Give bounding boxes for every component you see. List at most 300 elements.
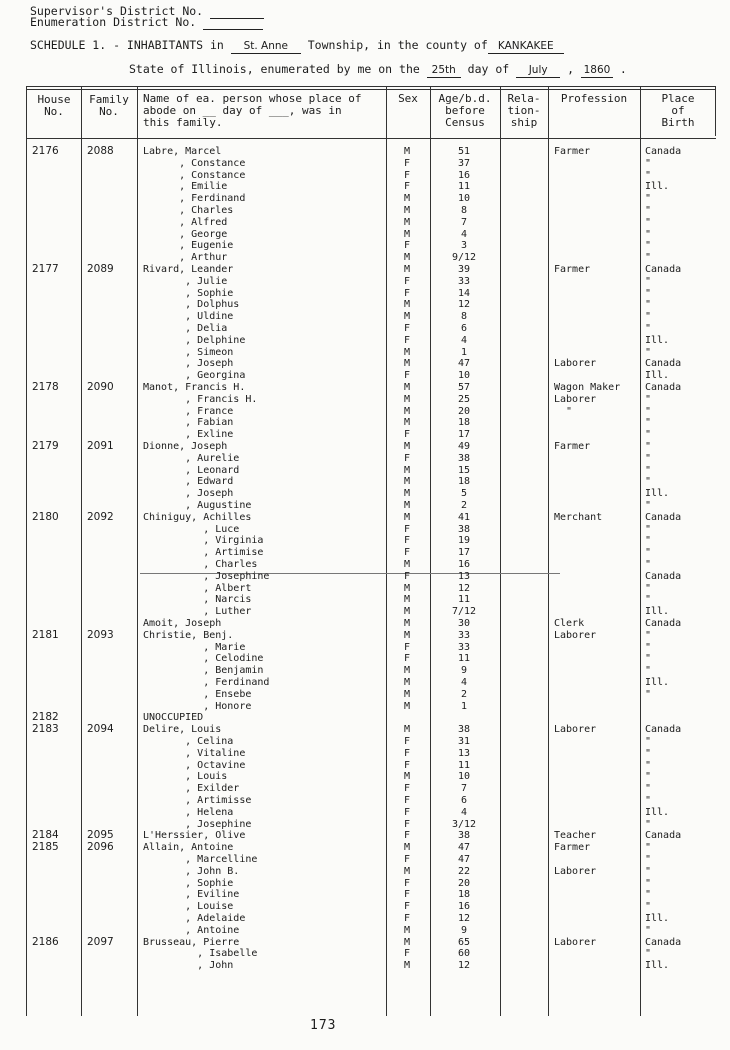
age-value: 7/12 <box>451 606 477 618</box>
birthplace-value: Canada <box>645 264 682 275</box>
person-name: , Artimisse <box>143 795 252 806</box>
table-row <box>0 559 730 571</box>
birthplace-value: Ill. <box>645 806 670 818</box>
person-name: , Adelaide <box>143 913 246 924</box>
birthplace-value: " <box>645 464 652 476</box>
table-row <box>0 465 730 477</box>
age-value: 18 <box>457 417 471 429</box>
birthplace-value: " <box>645 441 652 452</box>
age-value: 30 <box>457 618 471 629</box>
sex-value: M <box>403 771 411 783</box>
person-name: , Emilie <box>143 181 228 193</box>
birthplace-value: Ill. <box>645 181 670 193</box>
profession-value: Laborer <box>554 936 597 948</box>
table-row <box>0 701 730 713</box>
person-name: , Eugenie <box>143 240 234 252</box>
sex-value: M <box>403 393 411 405</box>
sex-value: M <box>403 382 411 393</box>
sex-value: M <box>403 842 411 854</box>
sex-value: M <box>403 865 411 877</box>
table-row <box>0 170 730 182</box>
township-value: St. Anne <box>231 40 301 54</box>
person-name: , Marcelline <box>143 854 258 865</box>
person-name: , Celodine <box>143 653 264 665</box>
person-name: , Constance <box>143 157 246 169</box>
age-value: 4 <box>460 806 468 818</box>
sex-value: F <box>403 570 411 582</box>
age-value: 1 <box>460 346 468 358</box>
birthplace-value: " <box>645 641 652 653</box>
house-number: 2181 <box>32 628 59 641</box>
table-row <box>0 524 730 536</box>
birthplace-value: Ill. <box>645 677 670 688</box>
birthplace-value: " <box>645 759 652 771</box>
age-value: 47 <box>457 358 471 370</box>
table-row <box>0 878 730 890</box>
table-row <box>0 358 730 370</box>
person-name: , Benjamin <box>143 665 264 677</box>
age-value: 12 <box>457 582 471 594</box>
profession-value: Farmer <box>554 146 591 157</box>
age-value: 18 <box>457 476 471 488</box>
person-name: L'Herssier, Olive <box>143 830 246 842</box>
age-value: 38 <box>457 724 471 736</box>
family-number: 2095 <box>87 829 114 842</box>
birthplace-value: Canada <box>645 618 682 629</box>
house-number: 2184 <box>32 829 59 842</box>
sex-value: F <box>403 157 411 169</box>
person-name: , Augustine <box>143 500 252 511</box>
table-row <box>0 299 730 311</box>
table-row <box>0 264 730 276</box>
person-name: , Ensebe <box>143 688 252 700</box>
profession-value: Teacher <box>554 830 597 842</box>
birthplace-value: " <box>645 157 652 169</box>
sex-value: F <box>403 370 411 382</box>
age-value: 6 <box>460 795 468 806</box>
birthplace-value: Ill. <box>645 913 670 924</box>
birthplace-value: Canada <box>645 570 682 582</box>
house-number: 2185 <box>32 841 59 854</box>
birthplace-value: " <box>645 500 652 511</box>
age-value: 9 <box>460 665 468 677</box>
birthplace-value: " <box>645 476 652 488</box>
age-value: 9 <box>460 924 468 936</box>
table-top-rule-2 <box>26 89 716 90</box>
person-name: , Artimise <box>143 547 264 559</box>
birthplace-value: Canada <box>645 358 682 370</box>
table-row <box>0 689 730 701</box>
table-row <box>0 276 730 288</box>
age-value: 39 <box>457 264 471 275</box>
sex-value: M <box>403 960 411 972</box>
profession-value: Laborer <box>554 393 597 405</box>
birthplace-value: " <box>645 629 652 641</box>
birthplace-value: " <box>645 216 652 228</box>
birthplace-value: " <box>645 311 652 323</box>
table-row <box>0 665 730 677</box>
age-value: 38 <box>457 452 471 464</box>
house-number: 2183 <box>32 723 59 736</box>
age-value: 49 <box>457 441 471 452</box>
birthplace-value: Ill. <box>645 370 670 382</box>
table-row <box>0 724 730 736</box>
house-number: 2182 <box>32 711 59 724</box>
sex-value: M <box>403 146 411 157</box>
birthplace-value: " <box>645 523 652 535</box>
age-value: 2 <box>460 688 468 700</box>
sex-value: F <box>403 818 411 830</box>
birthplace-value: " <box>645 452 652 464</box>
age-value: 51 <box>457 146 471 157</box>
age-value: 38 <box>457 830 471 842</box>
enumeration-district-label: Enumeration District No. <box>30 16 263 30</box>
person-name: , John B. <box>143 865 240 877</box>
age-value: 22 <box>457 865 471 877</box>
person-name: , Francis H. <box>143 393 258 405</box>
table-top-rule <box>26 86 716 87</box>
sex-value: F <box>403 641 411 653</box>
birthplace-value: " <box>645 842 652 854</box>
person-name: Allain, Antoine <box>143 842 234 854</box>
table-row <box>0 866 730 878</box>
sex-value: F <box>403 653 411 665</box>
sex-value: M <box>403 417 411 429</box>
sex-value: F <box>403 736 411 747</box>
person-name: , Sophie <box>143 877 234 889</box>
sex-value: F <box>403 795 411 806</box>
family-number: 2097 <box>87 935 114 948</box>
birthplace-value: " <box>645 865 652 877</box>
sex-value: M <box>403 216 411 228</box>
age-value: 4 <box>460 334 468 346</box>
page-number: 173 <box>310 1018 337 1033</box>
age-value: 8 <box>460 311 468 323</box>
birthplace-value: " <box>645 818 652 830</box>
sex-value: M <box>403 936 411 948</box>
table-row <box>0 240 730 252</box>
table-row <box>0 406 730 418</box>
schedule-line: SCHEDULE 1. - INHABITANTS in St. Anne Township, in the county of KANKAKEE <box>30 39 564 54</box>
age-value: 11 <box>457 181 471 193</box>
column-header-birthplace: Place of Birth <box>661 92 695 129</box>
table-row <box>0 193 730 205</box>
sex-value: F <box>403 323 411 334</box>
person-name: , Charles <box>143 559 258 570</box>
person-name: Manot, Francis H. <box>143 382 246 393</box>
sex-value: F <box>403 877 411 889</box>
sex-value: M <box>403 677 411 688</box>
age-value: 10 <box>457 370 471 382</box>
profession-value: Wagon Maker <box>554 382 621 393</box>
house-number: 2180 <box>32 510 59 523</box>
birthplace-value: " <box>645 889 652 901</box>
table-row <box>0 476 730 488</box>
age-value: 60 <box>457 948 471 960</box>
birthplace-value: " <box>645 877 652 889</box>
table-row <box>0 783 730 795</box>
age-value: 15 <box>457 464 471 476</box>
person-name: , Joseph <box>143 488 234 500</box>
table-row <box>0 217 730 229</box>
person-name: , Alfred <box>143 216 228 228</box>
person-name: , Leonard <box>143 464 240 476</box>
sex-value: M <box>403 665 411 677</box>
person-name: , Ferdinand <box>143 677 270 688</box>
profession-value: Laborer <box>554 358 597 370</box>
table-row <box>0 901 730 913</box>
age-value: 38 <box>457 523 471 535</box>
sex-value: F <box>403 913 411 924</box>
birthplace-value: " <box>645 429 652 441</box>
person-name: , Simeon <box>143 346 234 358</box>
birthplace-value: " <box>645 854 652 865</box>
table-row <box>0 535 730 547</box>
sex-value: F <box>403 535 411 547</box>
sex-value: F <box>403 889 411 901</box>
sex-value: F <box>403 806 411 818</box>
sex-value: F <box>403 901 411 913</box>
table-row <box>0 181 730 193</box>
age-value: 8 <box>460 205 468 216</box>
person-name: , Helena <box>143 806 234 818</box>
person-name: , Virginia <box>143 535 264 547</box>
sex-value: F <box>403 948 411 960</box>
birthplace-value: Canada <box>645 146 682 157</box>
house-number: 2177 <box>32 263 59 275</box>
person-name: , John <box>143 960 234 972</box>
birthplace-value: " <box>645 405 652 417</box>
birthplace-value: Canada <box>645 511 682 523</box>
age-value: 19 <box>457 535 471 547</box>
birthplace-value: " <box>645 346 652 358</box>
age-value: 13 <box>457 747 471 759</box>
table-row <box>0 630 730 642</box>
table-row <box>0 960 730 972</box>
birthplace-value: " <box>645 594 652 606</box>
family-number: 2093 <box>87 628 114 641</box>
sex-value: M <box>403 228 411 240</box>
birthplace-value: Canada <box>645 936 682 948</box>
age-value: 9/12 <box>451 252 477 264</box>
birthplace-value: " <box>645 771 652 783</box>
sex-value: F <box>403 429 411 441</box>
county-value: KANKAKEE <box>488 40 564 54</box>
year-value: 1860 <box>581 64 613 78</box>
person-name: , Exline <box>143 429 234 441</box>
age-value: 33 <box>457 641 471 653</box>
sex-value: M <box>403 559 411 570</box>
age-value: 14 <box>457 287 471 299</box>
person-name: , Honore <box>143 700 252 712</box>
person-name: , Luther <box>143 606 252 618</box>
table-row <box>0 382 730 394</box>
table-row <box>0 311 730 323</box>
person-name: , Antoine <box>143 924 240 936</box>
person-name: , Louis <box>143 771 228 783</box>
profession-value: Laborer <box>554 724 597 736</box>
column-header-house: House No. <box>37 93 71 118</box>
table-row <box>0 146 730 158</box>
person-name: Christie, Benj. <box>143 629 234 641</box>
age-value: 5 <box>460 488 468 500</box>
col-rule <box>715 86 716 136</box>
age-value: 7 <box>460 216 468 228</box>
age-value: 12 <box>457 960 471 972</box>
family-number: 2096 <box>87 841 114 854</box>
supervisor-district-label: Supervisor's District No. <box>30 5 264 19</box>
age-value: 47 <box>457 842 471 854</box>
table-row <box>0 594 730 606</box>
age-value: 10 <box>457 771 471 783</box>
profession-value: Farmer <box>554 264 591 275</box>
age-value: 41 <box>457 511 471 523</box>
birthplace-value: " <box>645 559 652 570</box>
age-value: 17 <box>457 547 471 559</box>
age-value: 16 <box>457 559 471 570</box>
house-number: 2186 <box>32 935 59 948</box>
person-name: Rivard, Leander <box>143 264 234 275</box>
table-row <box>0 948 730 960</box>
birthplace-value: " <box>645 287 652 299</box>
sex-value: F <box>403 523 411 535</box>
birthplace-value: " <box>645 547 652 559</box>
person-name: , Vitaline <box>143 747 246 759</box>
sex-value: F <box>403 287 411 299</box>
table-row <box>0 760 730 772</box>
sex-value: M <box>403 358 411 370</box>
table-row <box>0 606 730 618</box>
sex-value: M <box>403 629 411 641</box>
person-name: , Celina <box>143 736 234 747</box>
birthplace-value: " <box>645 665 652 677</box>
person-name: Delire, Louis <box>143 724 222 736</box>
day-value: 25th <box>427 64 461 78</box>
sex-value: M <box>403 724 411 736</box>
table-row <box>0 795 730 807</box>
age-value: 33 <box>457 629 471 641</box>
profession-value: Merchant <box>554 511 603 523</box>
birthplace-value: " <box>645 535 652 547</box>
age-value: 13 <box>457 570 471 582</box>
table-row <box>0 889 730 901</box>
table-row <box>0 347 730 359</box>
birthplace-value: " <box>645 417 652 429</box>
table-row <box>0 229 730 241</box>
birthplace-value: " <box>645 393 652 405</box>
table-row <box>0 937 730 949</box>
person-name: , Josephine <box>143 818 252 830</box>
age-value: 1 <box>460 700 468 712</box>
family-number: 2094 <box>87 723 114 736</box>
age-value: 3/12 <box>451 818 477 830</box>
age-value: 65 <box>457 936 471 948</box>
table-row <box>0 842 730 854</box>
birthplace-value: Ill. <box>645 334 670 346</box>
person-name: , Fabian <box>143 417 234 429</box>
profession-value: Farmer <box>554 441 591 452</box>
table-row <box>0 488 730 500</box>
birthplace-value: " <box>645 901 652 913</box>
birthplace-value: Ill. <box>645 960 670 972</box>
age-value: 31 <box>457 736 471 747</box>
sex-value: F <box>403 854 411 865</box>
age-value: 7 <box>460 783 468 795</box>
age-value: 3 <box>460 240 468 252</box>
sex-value: M <box>403 700 411 712</box>
sex-value: M <box>403 618 411 629</box>
age-value: 57 <box>457 382 471 393</box>
birthplace-value: " <box>645 948 652 960</box>
birthplace-value: " <box>645 240 652 252</box>
person-name: , Julie <box>143 275 228 287</box>
person-name: , Sophie <box>143 287 234 299</box>
state-line: State of Illinois, enumerated by me on the 25th day of July , 1860 . <box>129 62 627 76</box>
table-row <box>0 854 730 866</box>
age-value: 18 <box>457 889 471 901</box>
sex-value: M <box>403 252 411 264</box>
table-row <box>0 288 730 300</box>
person-name: Brusseau, Pierre <box>143 936 240 948</box>
house-number: 2179 <box>32 440 59 452</box>
person-name: Amoit, Joseph <box>143 618 222 629</box>
person-name: , Aurelie <box>143 452 240 464</box>
table-row <box>0 205 730 217</box>
table-row <box>0 512 730 524</box>
person-name: , Charles <box>143 205 234 216</box>
sex-value: F <box>403 783 411 795</box>
sex-value: F <box>403 169 411 181</box>
birthplace-value: Canada <box>645 382 682 393</box>
table-row <box>0 547 730 559</box>
birthplace-value: " <box>645 783 652 795</box>
age-value: 6 <box>460 323 468 334</box>
table-row <box>0 571 730 583</box>
table-row <box>0 736 730 748</box>
table-header-rule <box>26 138 716 139</box>
age-value: 37 <box>457 157 471 169</box>
sex-value: F <box>403 759 411 771</box>
sex-value: F <box>403 275 411 287</box>
sex-value: M <box>403 405 411 417</box>
birthplace-value: " <box>645 688 652 700</box>
birthplace-value: " <box>645 275 652 287</box>
sex-value: M <box>403 606 411 618</box>
birthplace-value: Canada <box>645 724 682 736</box>
birthplace-value: " <box>645 747 652 759</box>
birthplace-value: " <box>645 169 652 181</box>
sex-value: F <box>403 334 411 346</box>
column-header-profession: Profession <box>560 92 628 105</box>
table-row <box>0 158 730 170</box>
person-name: , Isabelle <box>143 948 258 960</box>
birthplace-value: Ill. <box>645 488 670 500</box>
table-row <box>0 925 730 937</box>
age-value: 20 <box>457 877 471 889</box>
sex-value: F <box>403 452 411 464</box>
age-value: 11 <box>457 759 471 771</box>
family-number: 2090 <box>87 381 114 393</box>
age-value: 11 <box>457 653 471 665</box>
table-row <box>0 653 730 665</box>
family-number: 2091 <box>87 440 114 452</box>
sex-value: M <box>403 299 411 311</box>
person-name: Labre, Marcel <box>143 146 222 157</box>
sex-value: M <box>403 311 411 323</box>
age-value: 10 <box>457 193 471 205</box>
table-row <box>0 771 730 783</box>
age-value: 12 <box>457 299 471 311</box>
